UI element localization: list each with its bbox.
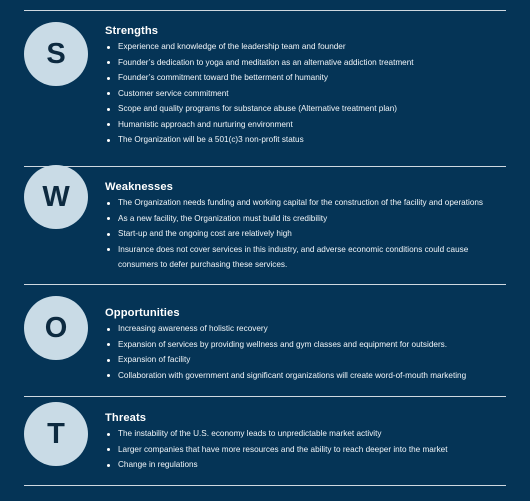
threats-section (105, 411, 505, 473)
list-item: Insurance does not cover services in this industry, and adverse economic conditions could cause consumers to defer purchasing these services. (105, 242, 505, 273)
list-item: Customer service commitment (105, 86, 505, 102)
divider-bottom (24, 485, 506, 486)
weaknesses-heading: Weaknesses (105, 181, 173, 193)
weaknesses-section (105, 180, 505, 273)
threats-list (105, 426, 505, 473)
weaknesses-list (105, 195, 505, 273)
strengths-letter-badge: S (24, 22, 88, 86)
opportunities-list (105, 321, 505, 383)
list-item: Founder’s commitment toward the betterment of humanity (105, 70, 505, 86)
strengths-list (105, 39, 505, 148)
list-item: The instability of the U.S. economy leads to unpredictable market activity (105, 426, 505, 442)
list-item: As a new facility, the Organization must build its credibility (105, 211, 505, 227)
list-item: Expansion of services by providing wellness and gym classes and equipment for outsiders. (105, 337, 505, 353)
list-item: Increasing awareness of holistic recovery (105, 321, 505, 337)
opportunities-letter-badge: O (24, 296, 88, 360)
list-item: Founder’s dedication to yoga and meditation as an alternative addiction treatment (105, 55, 505, 71)
opportunities-heading: Opportunities (105, 307, 180, 319)
threats-heading: Threats (105, 412, 147, 424)
strengths-section (105, 24, 505, 148)
list-item: Scope and quality programs for substance abuse (Alternative treatment plan) (105, 101, 505, 117)
divider-top (24, 10, 506, 11)
list-item: Change in regulations (105, 457, 505, 473)
list-item: Collaboration with government and significant organizations will create word-of-mouth marketing (105, 368, 505, 384)
strengths-heading: Strengths (105, 25, 159, 37)
divider-opportunities-threats (24, 396, 506, 397)
list-item: Larger companies that have more resources and the ability to reach deeper into the market (105, 442, 505, 458)
threats-letter-badge: T (24, 402, 88, 466)
divider-strengths-weaknesses (24, 166, 506, 167)
list-item: Experience and knowledge of the leadership team and founder (105, 39, 505, 55)
weaknesses-letter-badge: W (24, 165, 88, 229)
divider-weaknesses-opportunities (24, 284, 506, 285)
list-item: Expansion of facility (105, 352, 505, 368)
opportunities-section (105, 306, 505, 383)
list-item: Humanistic approach and nurturing environment (105, 117, 505, 133)
list-item: The Organization will be a 501(c)3 non-profit status (105, 132, 505, 148)
list-item: Start-up and the ongoing cost are relatively high (105, 226, 505, 242)
list-item: The Organization needs funding and working capital for the construction of the facility and operations (105, 195, 505, 211)
